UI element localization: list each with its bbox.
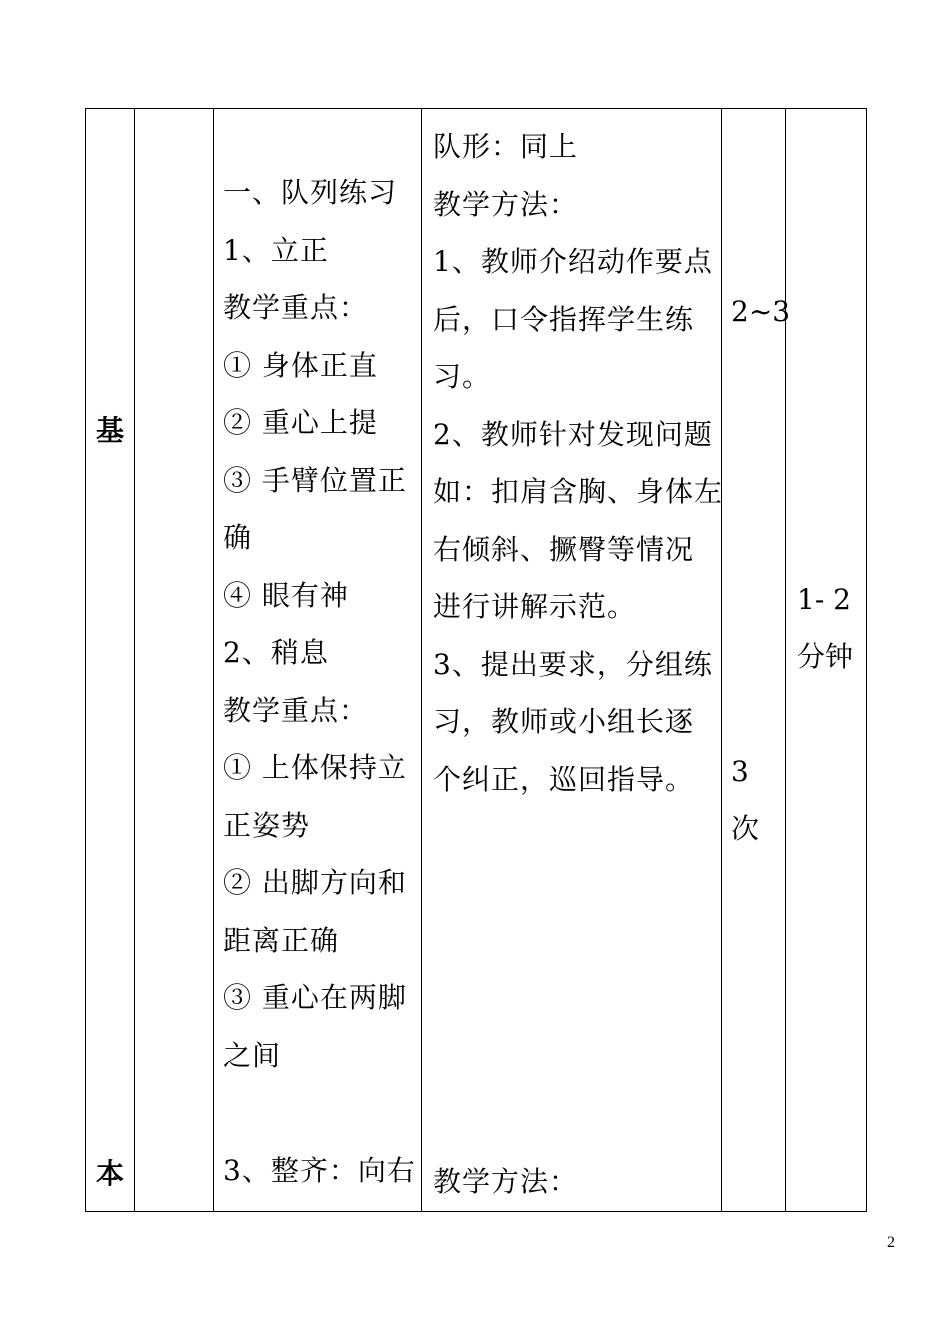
section-char-ji: 基 [96,414,125,447]
content-cell [214,109,422,1212]
content-line: 确 [223,521,253,554]
content-line: ② 重心上提 [223,406,378,439]
page-number: 2 [887,1234,895,1251]
method-line: 如：扣肩含胸、身体左 [433,475,724,508]
count-second-unit: 次 [731,812,760,845]
lesson-plan-table [85,108,867,1212]
content-line: ④ 眼有神 [223,578,349,612]
method-line: 队形：同上 [433,130,579,163]
method-line: 教学方法： [433,187,579,221]
method-line: 进行讲解示范。 [433,590,637,623]
content-line [223,1084,421,1142]
content-line: 之间 [223,1038,282,1072]
content-line: ① 身体正直 [223,348,378,382]
method-line: 2、教师针对发现问题 [433,417,713,451]
content-line: 距离正确 [223,923,340,957]
count-cell [722,109,791,1212]
content-line: 一、队列练习 [223,176,398,209]
time-unit: 分钟 [797,640,854,673]
method-line [433,1096,721,1154]
content-text [214,109,421,1199]
section-cell [86,109,135,1212]
content-line: ① 上体保持立 [223,751,407,784]
method-line: 习，教师或小组长逐 [433,705,695,738]
count-second-number: 3 [731,755,749,788]
time-range: 1- 2 [797,583,851,616]
content-line: ③ 手臂位置正 [223,463,407,497]
method-line: 个纠正，巡回指导。 [433,762,695,796]
method-line: 教学方法： [433,1165,579,1198]
content-line: 3、整齐：向右 [223,1153,416,1187]
blank-cell [135,109,214,1212]
method-line: 右倾斜、撅臀等情况 [433,532,695,566]
content-line: 教学重点： [223,693,369,727]
count-first: 2~3 [731,295,791,328]
content-line: ② 出脚方向和 [223,866,407,899]
method-line: 后，口令指挥学生练 [433,302,695,336]
method-line [433,923,721,981]
table-row [86,109,867,1212]
method-line [433,866,721,924]
method-text [422,109,724,1211]
time-cell [786,109,867,1212]
method-line [433,808,721,866]
method-cell [422,109,722,1212]
content-line: 教学重点： [223,291,369,324]
content-line: 正姿势 [223,808,311,842]
content-line: 1、立正 [223,233,329,267]
content-line: 2、稍息 [223,636,329,669]
content-line: ③ 重心在两脚 [223,981,407,1014]
method-line: 1、教师介绍动作要点 [433,245,713,278]
method-line: 3、提出要求，分组练 [433,647,713,681]
section-char-ben: 本 [96,1157,125,1190]
method-line [433,981,721,1039]
method-line [433,1038,721,1096]
method-line: 习。 [433,360,492,393]
